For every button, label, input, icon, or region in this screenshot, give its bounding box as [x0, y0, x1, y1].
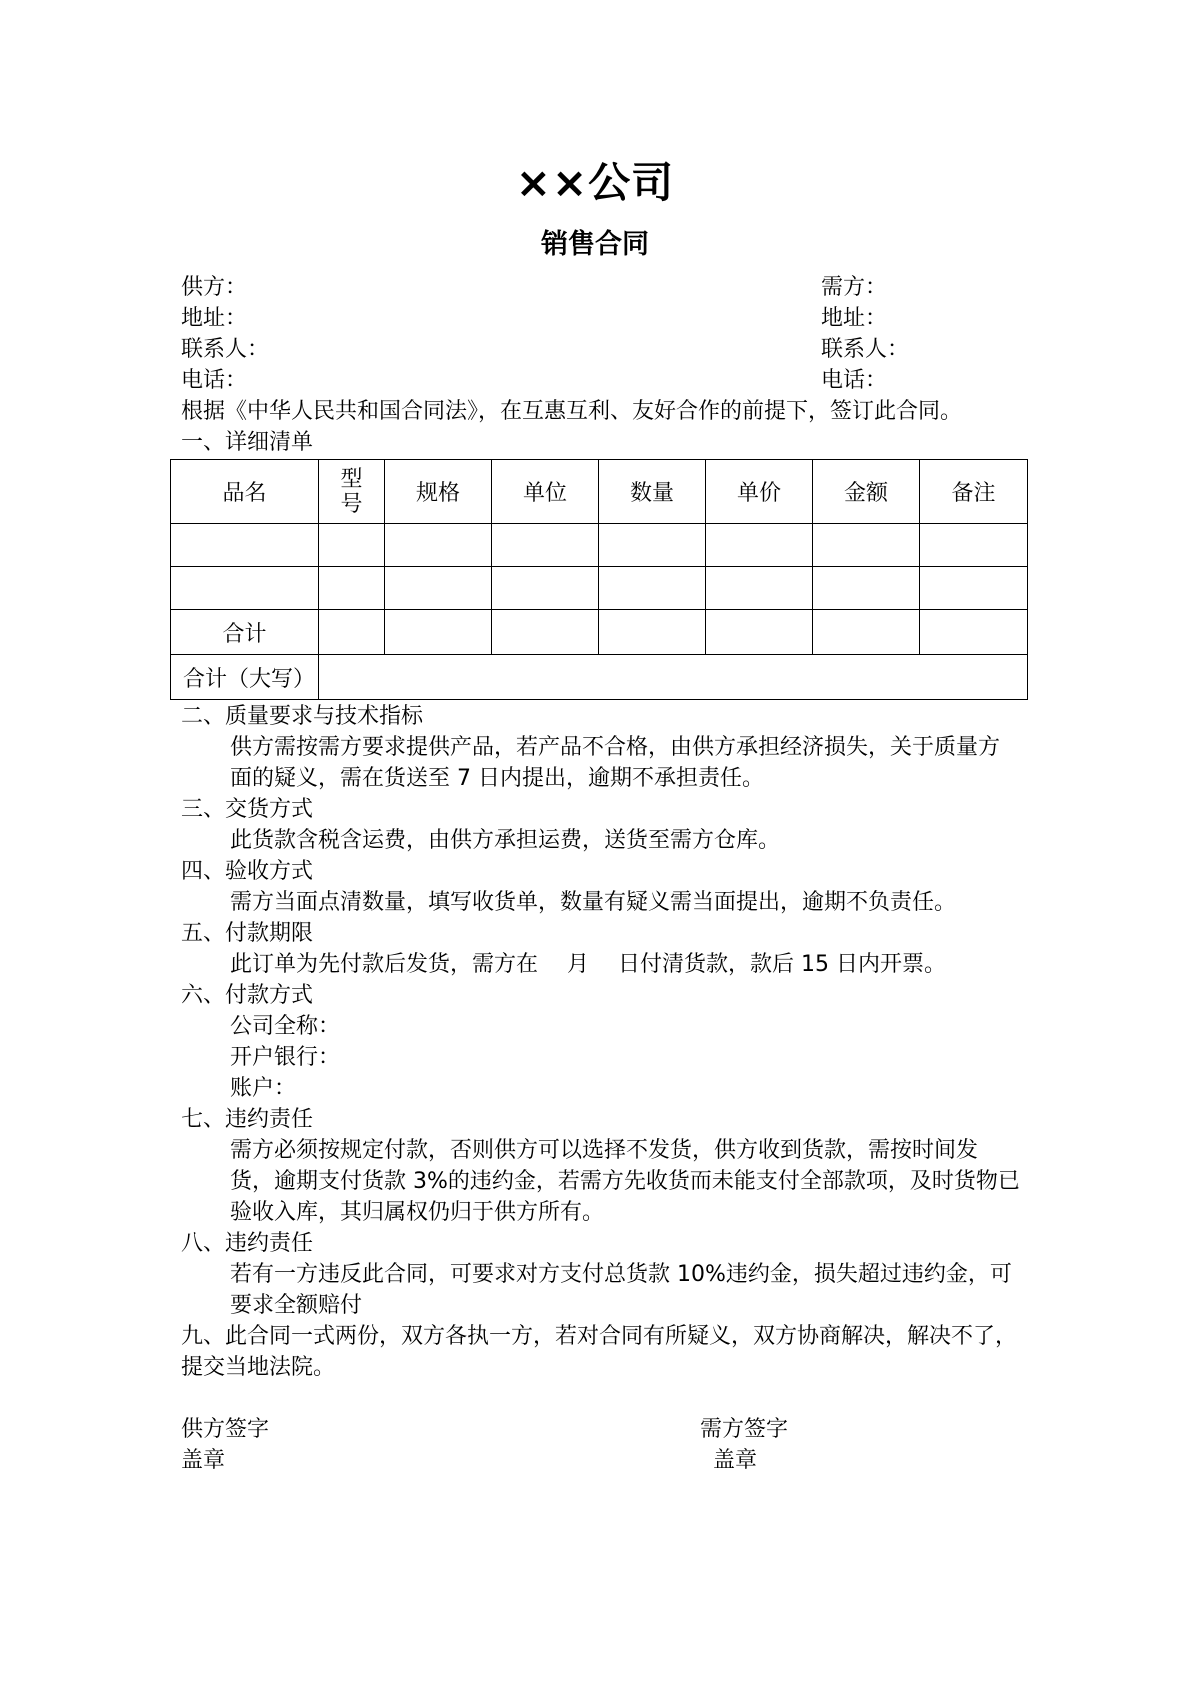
table-cell[interactable] — [171, 524, 319, 567]
table-total-capital-row — [171, 655, 1028, 700]
table-cell[interactable] — [706, 610, 813, 655]
section-3-title: 三、交货方式 — [181, 797, 314, 822]
supplier-address-label: 地址： — [181, 306, 248, 331]
buyer-signature-label: 需方签字 — [700, 1417, 789, 1442]
section-9-text: 九、此合同一式两份，双方各执一方，若对合同有所疑义，双方协商解决，解决不了，提交当地法院。 — [181, 1324, 1018, 1380]
section-5-title: 五、付款期限 — [181, 921, 314, 946]
document-title: ××公司 — [515, 158, 675, 207]
table-row — [171, 567, 1028, 610]
table-cell[interactable] — [599, 610, 706, 655]
items-table — [170, 459, 1028, 700]
table-row — [171, 524, 1028, 567]
buyer-contact-label: 联系人： — [821, 337, 910, 362]
section-4-text: 需方当面点清数量，填写收货单，数量有疑义需当面提出，逾期不负责任。 — [230, 890, 957, 915]
header-cell-model — [319, 460, 385, 524]
supplier-signature-label: 供方签字 — [181, 1417, 270, 1442]
table-cell[interactable] — [920, 567, 1028, 610]
table-cell[interactable] — [813, 610, 920, 655]
section-6-title: 六、付款方式 — [181, 983, 314, 1008]
header-cell-amount: 金额 — [813, 460, 920, 524]
table-cell[interactable] — [599, 524, 706, 567]
supplier-phone-label: 电话： — [181, 368, 248, 393]
header-cell-model-text: 型号 — [340, 466, 363, 517]
buyer-name-label: 需方： — [821, 275, 888, 300]
supplier-name-label: 供方： — [181, 275, 248, 300]
total-label: 合计 — [171, 610, 319, 655]
buyer-phone-label: 电话： — [821, 368, 888, 393]
table-cell[interactable] — [385, 610, 492, 655]
table-cell[interactable] — [319, 610, 385, 655]
table-cell[interactable] — [599, 567, 706, 610]
bank-label: 开户银行： — [230, 1045, 341, 1070]
table-cell[interactable] — [706, 567, 813, 610]
section-5-text: 此订单为先付款后发货，需方在 月 日付清货款，款后 15 日内开票。 — [230, 952, 946, 977]
intro-text: 根据《中华人民共和国合同法》，在互惠互利、友好合作的前提下，签订此合同。 — [181, 399, 963, 424]
table-cell[interactable] — [492, 610, 599, 655]
table-cell[interactable] — [492, 567, 599, 610]
section-8-text — [181, 1259, 1021, 1321]
table-cell[interactable] — [492, 524, 599, 567]
account-label: 账户： — [230, 1076, 297, 1101]
header-cell-quantity: 数量 — [599, 460, 706, 524]
table-cell[interactable] — [385, 524, 492, 567]
section-2-text — [181, 732, 1021, 794]
section-8-paragraph: 若有一方违反此合同，可要求对方支付总货款 10%违约金，损失超过违约金，可要求全额赔付 — [230, 1262, 1012, 1318]
table-cell[interactable] — [385, 567, 492, 610]
section-2-title: 二、质量要求与技术指标 — [181, 704, 424, 729]
company-fullname-label: 公司全称： — [230, 1014, 341, 1039]
header-cell-unit: 单位 — [492, 460, 599, 524]
table-cell[interactable] — [319, 567, 385, 610]
section-4-title: 四、验收方式 — [181, 859, 314, 884]
section-7-text — [181, 1135, 1021, 1228]
header-cell-name: 品名 — [171, 460, 319, 524]
total-capital-value-cell[interactable] — [319, 655, 1028, 700]
header-cell-unit-price: 单价 — [706, 460, 813, 524]
table-cell[interactable] — [920, 524, 1028, 567]
buyer-seal-label: 盖章 — [713, 1448, 758, 1473]
section-8-title: 八、违约责任 — [181, 1231, 314, 1256]
section-2-paragraph: 供方需按需方要求提供产品，若产品不合格，由供方承担经济损失，关于质量方面的疑义，需在货送至 7 日内提出，逾期不承担责任。 — [230, 735, 1001, 791]
table-header-row — [171, 460, 1028, 524]
table-cell[interactable] — [171, 567, 319, 610]
table-total-row — [171, 610, 1028, 655]
table-cell[interactable] — [813, 567, 920, 610]
section-7-paragraph: 需方必须按规定付款，否则供方可以选择不发货，供方收到货款，需按时间发货，逾期支付货款 3%的违约金，若需方先收货而未能支付全部款项，及时货物已验收入库，其归属权仍归于供方所有。 — [230, 1138, 1020, 1225]
table-cell[interactable] — [813, 524, 920, 567]
supplier-seal-label: 盖章 — [181, 1448, 226, 1473]
document-subtitle: 销售合同 — [541, 229, 649, 260]
section-3-text: 此货款含税含运费，由供方承担运费，送货至需方仓库。 — [230, 828, 781, 853]
buyer-address-label: 地址： — [821, 306, 888, 331]
supplier-contact-label: 联系人： — [181, 337, 270, 362]
header-cell-remark: 备注 — [920, 460, 1028, 524]
table-cell[interactable] — [920, 610, 1028, 655]
table-cell[interactable] — [319, 524, 385, 567]
section-7-title: 七、违约责任 — [181, 1107, 314, 1132]
total-capital-label: 合计（大写） — [171, 655, 319, 700]
table-cell[interactable] — [706, 524, 813, 567]
section-1-title: 一、详细清单 — [181, 430, 314, 455]
header-cell-spec: 规格 — [385, 460, 492, 524]
